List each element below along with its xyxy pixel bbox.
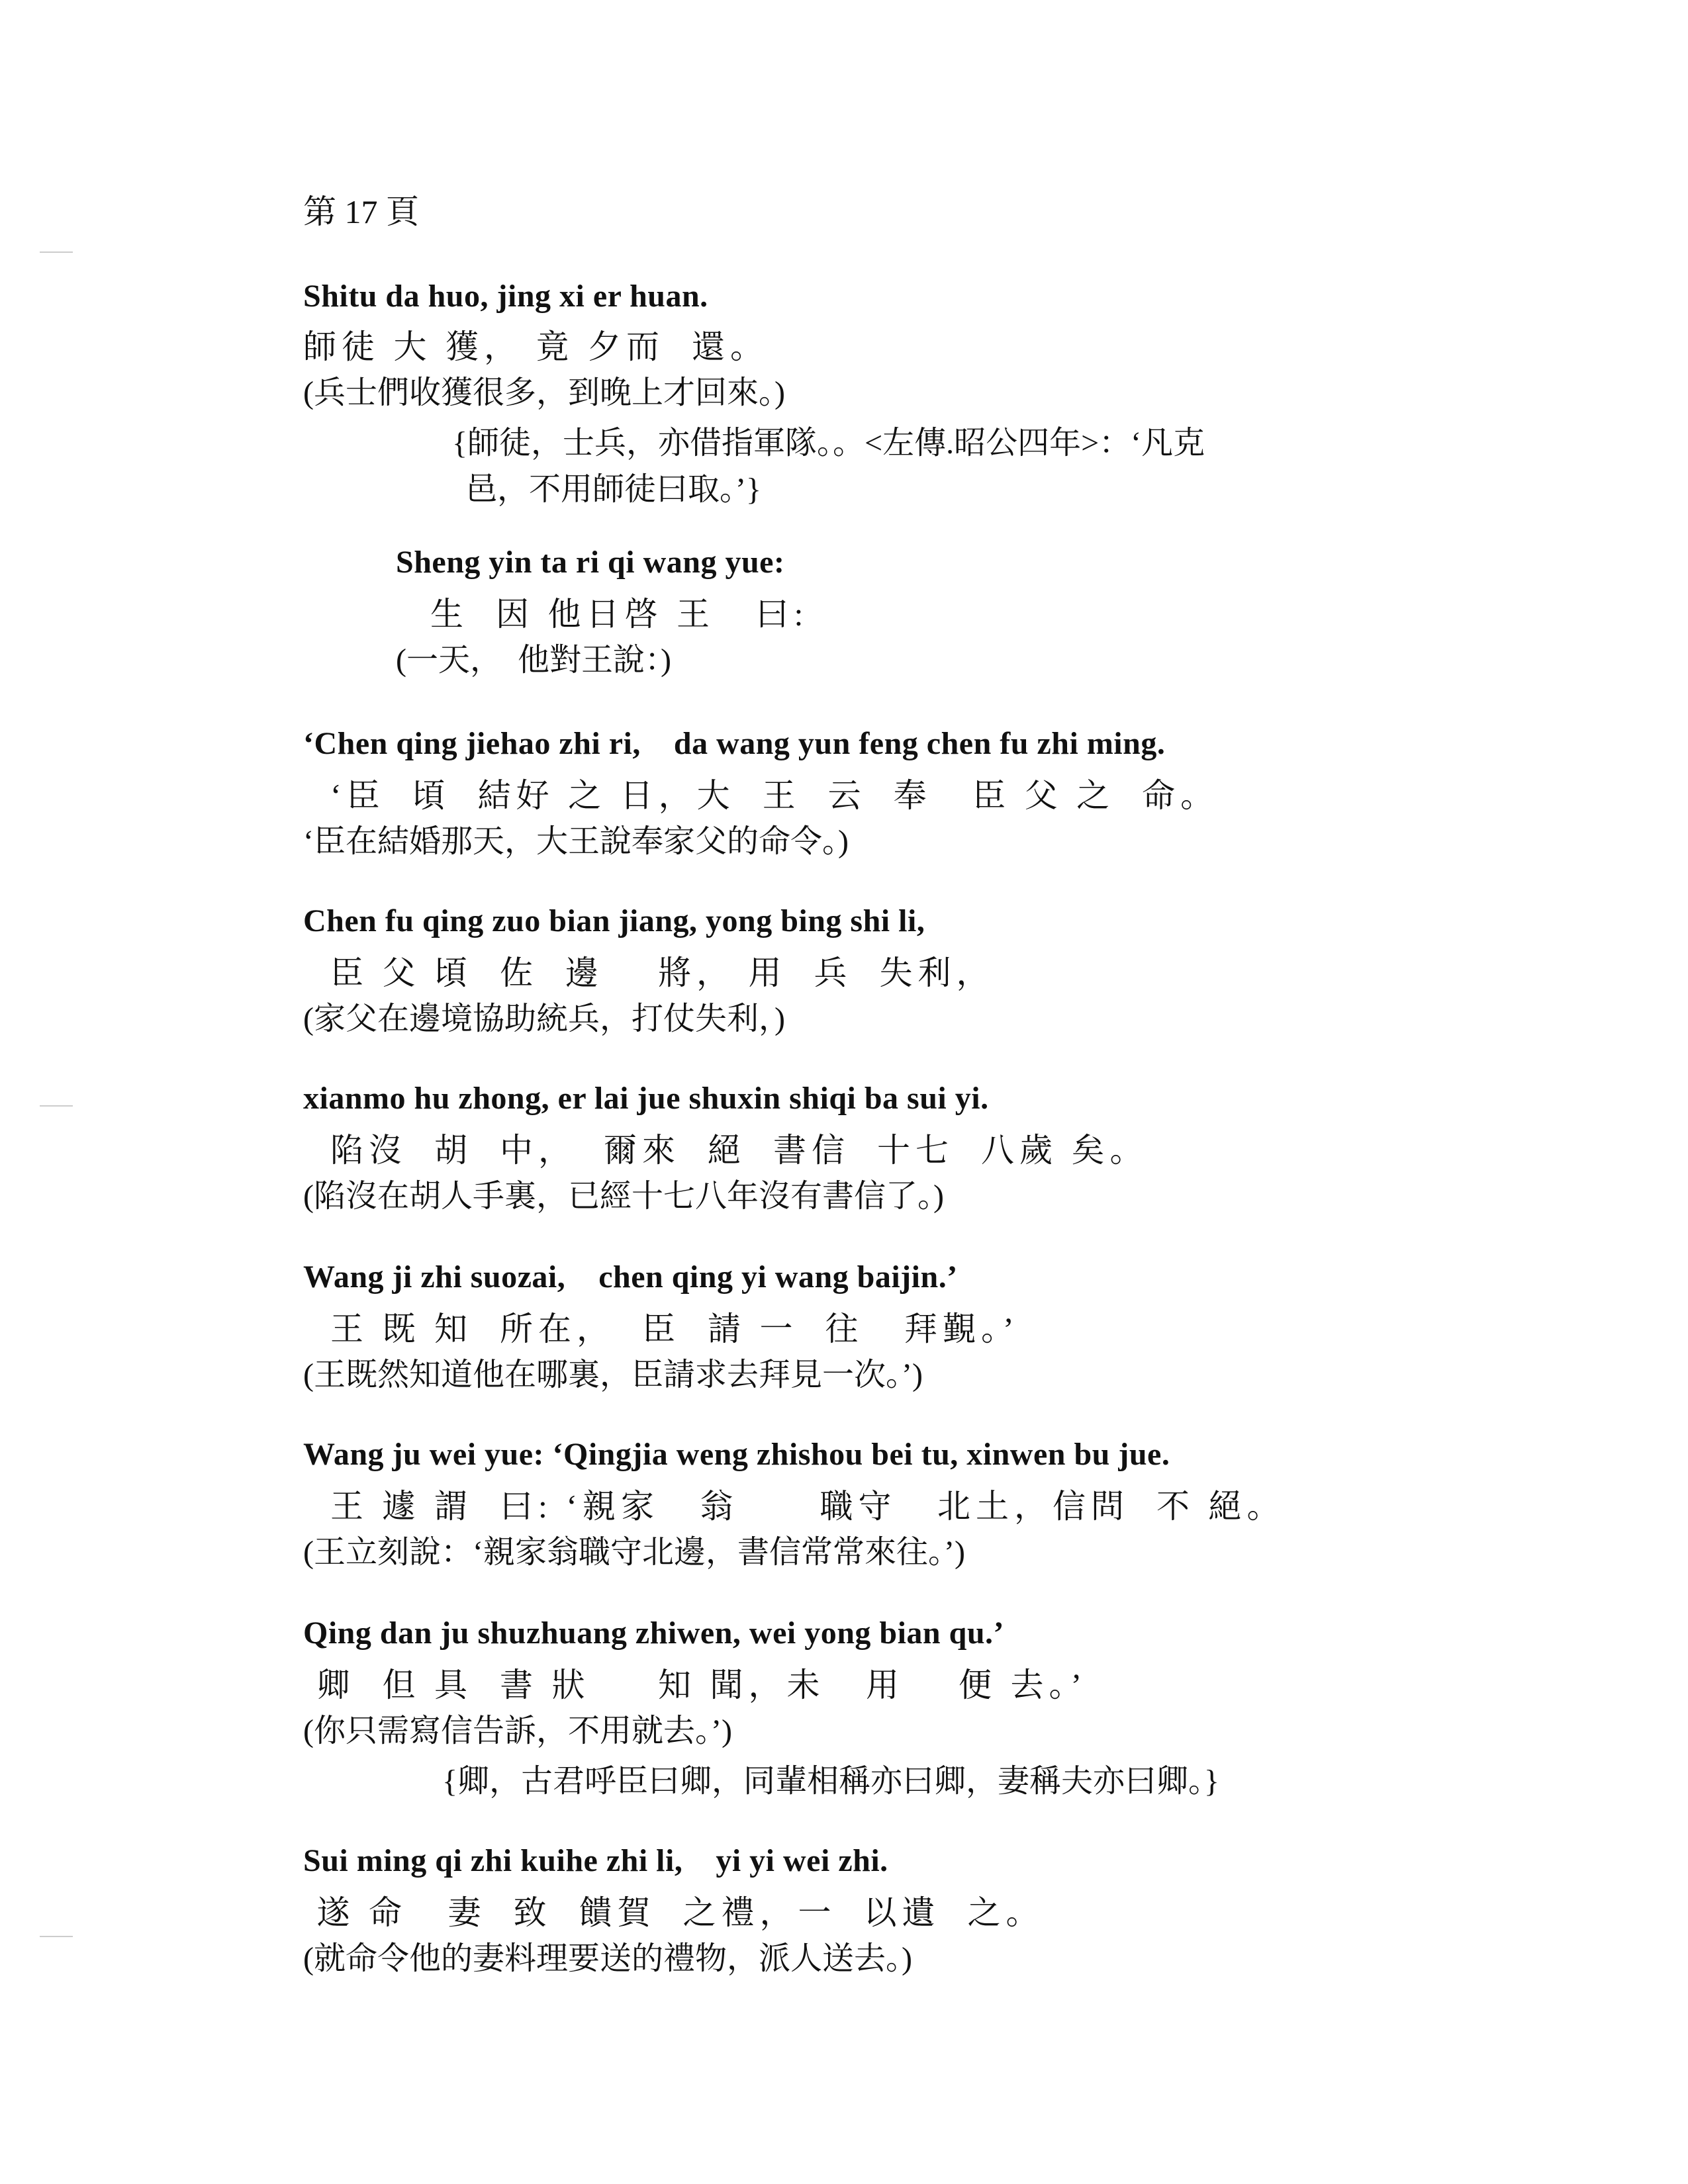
chinese-line: 生 因 他日啓 王 曰: [430, 596, 809, 633]
scan-margin-mark [40, 1936, 73, 1937]
translation-line: (陷沒在胡人手裏，已經十七八年沒有書信了。) [303, 1179, 944, 1214]
pinyin-line: Qing dan ju shuzhuang zhiwen, wei yong bian qu.’ [303, 1615, 1004, 1651]
translation-line: (王立刻說：‘親家翁職守北邊，書信常常來往。’) [303, 1535, 965, 1570]
chinese-line: 臣 父 頃 佐 邊 將， 用 兵 失利， [303, 954, 995, 991]
page-number-header: 第 17 頁 [303, 193, 419, 230]
pinyin-line: Sui ming qi zhi kuihe zhi li, yi yi wei zhi. [303, 1843, 888, 1878]
scan-margin-mark [40, 1105, 73, 1107]
chinese-line: ‘臣 頃 結好 之 日，大 王 云 奉 臣 父 之 命。 [303, 777, 1219, 814]
annotation-line: 邑，不用師徒曰取。’} [465, 472, 762, 507]
pinyin-line: Wang ji zhi suozai, chen qing yi wang baijin.’ [303, 1259, 958, 1295]
annotation-line: {師徒，士兵，亦借指軍隊。。<左傳.昭公四年>：‘凡克 [452, 426, 1205, 461]
chinese-line: 師徒 大 獲， 竟 夕而 還。 [303, 328, 769, 365]
pinyin-line: ‘Chen qing jiehao zhi ri, da wang yun feng chen fu zhi ming. [303, 726, 1166, 761]
translation-line: (兵士們收獲很多，到晚上才回來。) [303, 375, 785, 410]
translation-line: (你只需寫信告訴，不用就去。’) [303, 1713, 732, 1749]
translation-line: (家父在邊境協助統兵，打仗失利，) [303, 1001, 785, 1036]
pinyin-line: xianmo hu zhong, er lai jue shuxin shiqi ba sui yi. [303, 1081, 989, 1116]
chinese-line: 卿 但 具 書 狀 知 聞，未 用 便 去。’ [303, 1666, 1088, 1704]
pinyin-line: Shitu da huo, jing xi er huan. [303, 279, 708, 314]
annotation-line: {卿，古君呼臣曰卿，同輩相稱亦曰卿，妻稱夫亦曰卿。} [442, 1764, 1220, 1799]
translation-line: (王既然知道他在哪裏，臣請求去拜見一次。’) [303, 1357, 923, 1392]
pinyin-line: Chen fu qing zuo bian jiang, yong bing shi li, [303, 903, 925, 938]
pinyin-line: Wang ju wei yue: ‘Qingjia weng zhishou bei tu, xinwen bu jue. [303, 1437, 1170, 1472]
chinese-line: 陷沒 胡 中， 爾來 絕 書信 十七 八歲 矣。 [303, 1132, 1149, 1169]
chinese-line: 遂 命 妻 致 饋賀 之禮，一 以遺 之。 [303, 1894, 1045, 1931]
translation-line: (就命令他的妻料理要送的禮物，派人送去。) [303, 1941, 912, 1976]
translation-line: (一天， 他對王說：) [396, 643, 671, 678]
pinyin-line: Sheng yin ta ri qi wang yue: [396, 545, 785, 580]
translation-line: ‘臣在結婚那天，大王說奉家父的命令。) [303, 824, 849, 859]
chinese-line: 王 遽 謂 曰: ‘親家 翁 職守 北土，信問 不 絕。 [303, 1488, 1286, 1525]
scan-margin-mark [40, 251, 73, 253]
chinese-line: 王 既 知 所在， 臣 請 一 往 拜覲。’ [303, 1310, 1019, 1347]
